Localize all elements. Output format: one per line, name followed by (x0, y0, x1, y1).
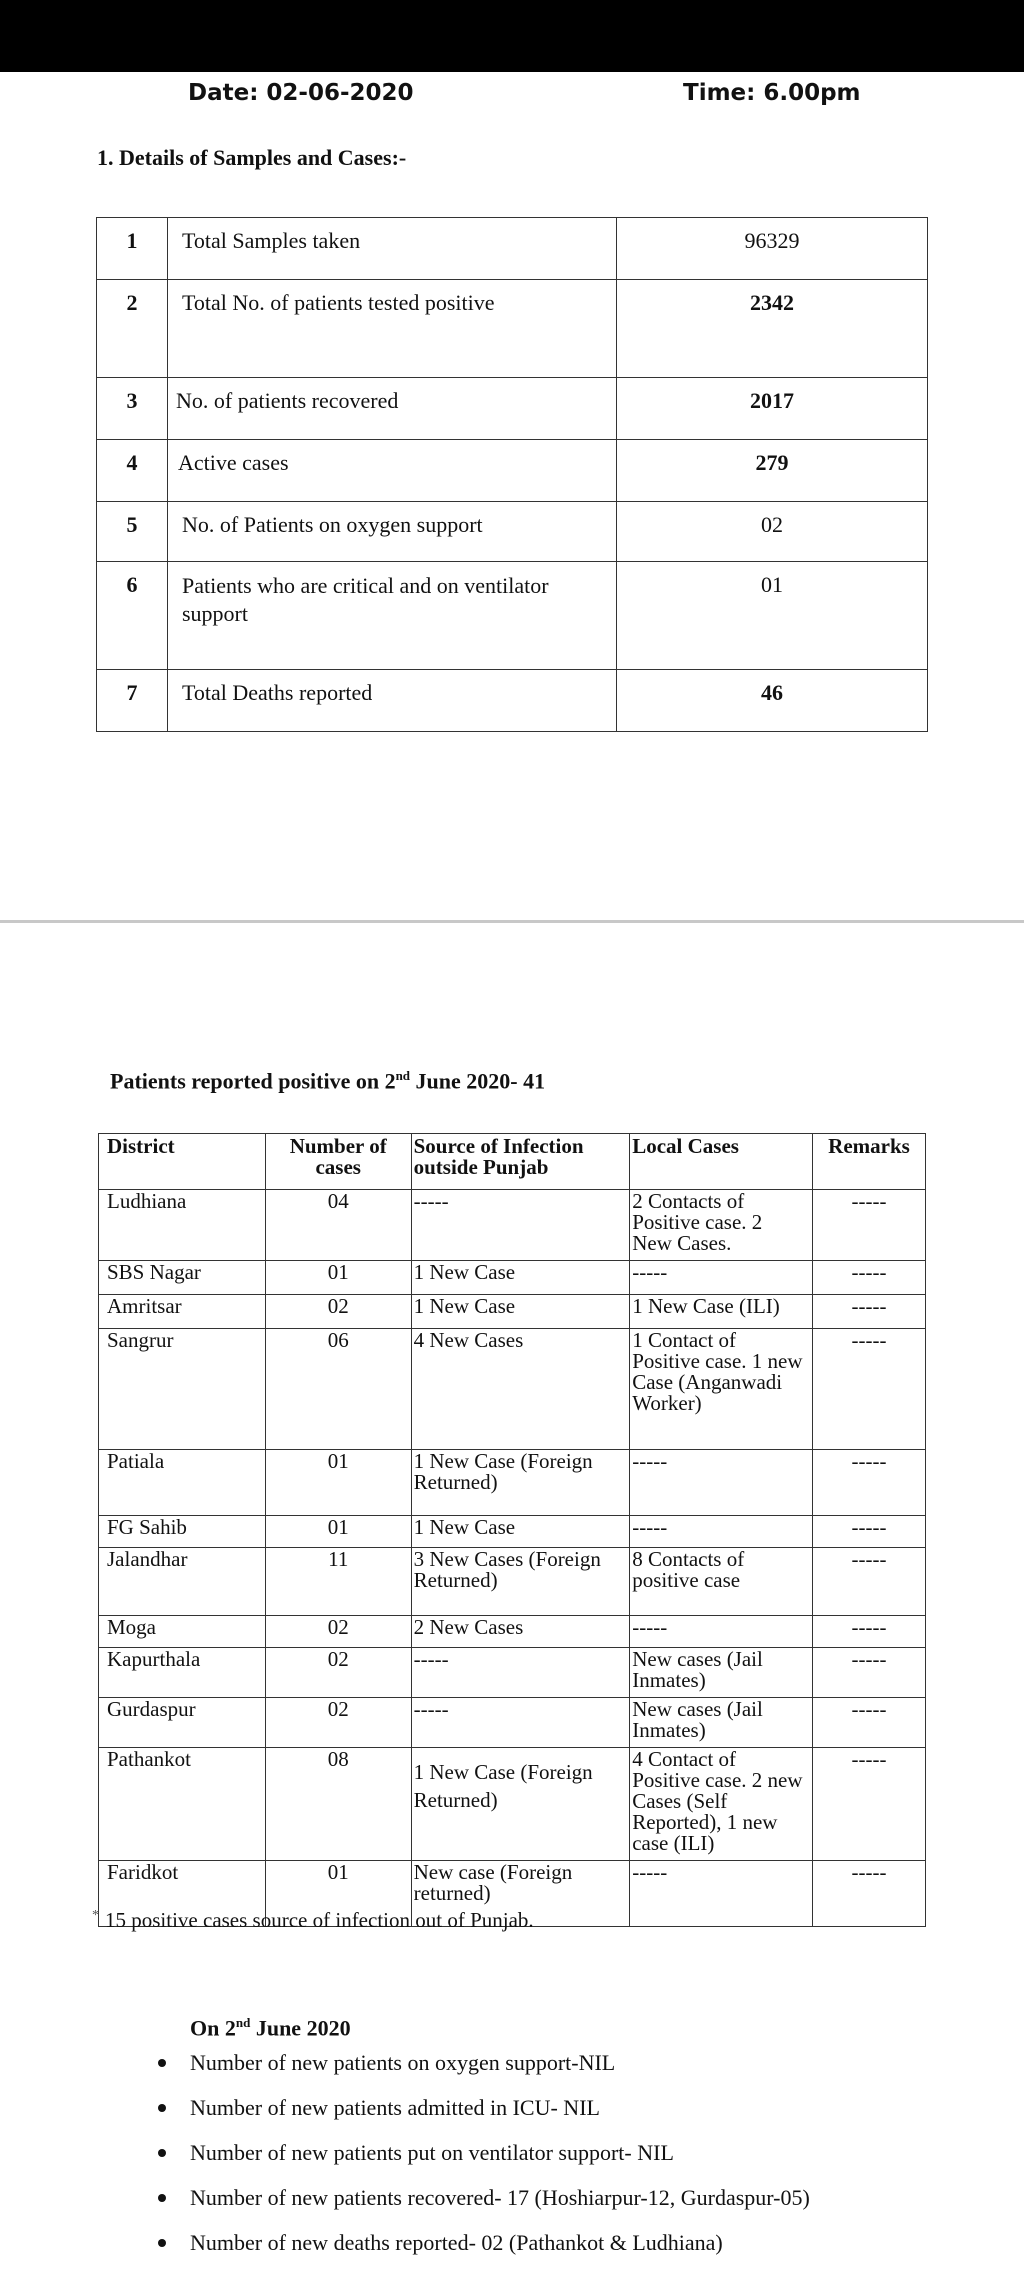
remarks-cell: ----- (813, 1516, 926, 1548)
remarks-cell: ----- (813, 1295, 926, 1329)
bullet-icon (158, 2239, 166, 2247)
column-header: Remarks (813, 1134, 926, 1190)
table-row (97, 218, 928, 280)
list-item (150, 2175, 810, 2220)
row-number: 2 (97, 280, 168, 378)
table-row (99, 1261, 926, 1295)
table-header-row (99, 1134, 926, 1190)
row-value: 46 (617, 670, 928, 732)
footnote (92, 1908, 534, 1933)
row-label: Active cases (168, 440, 617, 502)
cases-cell: 02 (265, 1295, 411, 1329)
local-cell: 8 Contacts of positive case (630, 1548, 813, 1616)
row-value: 01 (617, 562, 928, 670)
title-text: Patients reported positive on 2 (110, 1068, 396, 1094)
bullet-icon (158, 2104, 166, 2112)
table-row (97, 502, 928, 562)
column-header: Source of Infection outside Punjab (411, 1134, 630, 1190)
positive-cases-title (110, 1068, 545, 1094)
cases-cell: 08 (265, 1748, 411, 1861)
footnote-text: 15 positive cases source of infection out of Punjab. (105, 1908, 534, 1932)
table-row (97, 670, 928, 732)
list-item-text: Number of new deaths reported- 02 (Pathankot & Ludhiana) (190, 2230, 723, 2255)
district-cell: Kapurthala (99, 1648, 266, 1698)
list-item-text: Number of new patients admitted in ICU- NIL (190, 2095, 600, 2120)
row-number: 7 (97, 670, 168, 732)
remarks-cell: ----- (813, 1616, 926, 1648)
summary-title-text: On 2 (190, 2015, 236, 2041)
row-number: 3 (97, 378, 168, 440)
row-label: Patients who are critical and on ventilator support (168, 562, 617, 670)
table-row (97, 562, 928, 670)
bullet-icon (158, 2194, 166, 2202)
local-cell: 2 Contacts of Positive case. 2 New Cases. (630, 1190, 813, 1261)
table-row (99, 1698, 926, 1748)
table-row (97, 440, 928, 502)
source-cell: 4 New Cases (411, 1329, 630, 1450)
table-row (99, 1648, 926, 1698)
row-value: 279 (617, 440, 928, 502)
table-row (99, 1748, 926, 1861)
bullet-icon (158, 2149, 166, 2157)
table-row (99, 1329, 926, 1450)
cases-cell: 01 (265, 1861, 411, 1927)
table-row (99, 1616, 926, 1648)
cases-cell: 02 (265, 1616, 411, 1648)
remarks-cell: ----- (813, 1748, 926, 1861)
remarks-cell: ----- (813, 1861, 926, 1927)
list-item-text: Number of new patients recovered- 17 (Hoshiarpur-12, Gurdaspur-05) (190, 2185, 810, 2210)
district-cell: Pathankot (99, 1748, 266, 1861)
summary-title-end: June 2020 (250, 2015, 351, 2041)
source-cell: 2 New Cases (411, 1616, 630, 1648)
list-item (150, 2085, 810, 2130)
row-value: 2017 (617, 378, 928, 440)
cases-cell: 04 (265, 1190, 411, 1261)
source-cell: ----- (411, 1190, 630, 1261)
local-cell: 1 New Case (ILI) (630, 1295, 813, 1329)
column-header: District (99, 1134, 266, 1190)
summary-title (190, 2015, 351, 2041)
report-time: Time: 6.00pm (683, 80, 861, 106)
source-cell: 1 New Case (Foreign Returned) (411, 1748, 630, 1861)
remarks-cell: ----- (813, 1450, 926, 1516)
local-cell: ----- (630, 1616, 813, 1648)
column-header: Number of cases (265, 1134, 411, 1190)
row-label: Total No. of patients tested positive (168, 280, 617, 378)
cases-cell: 02 (265, 1648, 411, 1698)
remarks-cell: ----- (813, 1648, 926, 1698)
local-cell: 1 Contact of Positive case. 1 new Case (Anganwadi Worker) (630, 1329, 813, 1450)
source-cell: ----- (411, 1648, 630, 1698)
district-cell: Amritsar (99, 1295, 266, 1329)
top-black-bar (0, 0, 1024, 72)
cases-cell: 11 (265, 1548, 411, 1616)
source-cell: 1 New Case (411, 1261, 630, 1295)
district-cell: Jalandhar (99, 1548, 266, 1616)
list-item (150, 2040, 810, 2085)
samples-cases-table (96, 217, 928, 732)
remarks-cell: ----- (813, 1329, 926, 1450)
row-value: 2342 (617, 280, 928, 378)
district-cell: Ludhiana (99, 1190, 266, 1261)
row-label: Total Samples taken (168, 218, 617, 280)
local-cell: ----- (630, 1516, 813, 1548)
district-cell: Moga (99, 1616, 266, 1648)
cases-cell: 06 (265, 1329, 411, 1450)
row-label: Total Deaths reported (168, 670, 617, 732)
footnote-mark: * (92, 1908, 99, 1923)
local-cell: ----- (630, 1261, 813, 1295)
district-cell: FG Sahib (99, 1516, 266, 1548)
source-cell: 3 New Cases (Foreign Returned) (411, 1548, 630, 1616)
cases-cell: 01 (265, 1516, 411, 1548)
cases-cell: 01 (265, 1261, 411, 1295)
district-cell: SBS Nagar (99, 1261, 266, 1295)
table-row (99, 1516, 926, 1548)
district-cell: Sangrur (99, 1329, 266, 1450)
source-cell: 1 New Case (411, 1295, 630, 1329)
source-cell: 1 New Case (Foreign Returned) (411, 1450, 630, 1516)
page-divider (0, 920, 1024, 923)
table-row (99, 1548, 926, 1616)
title-sup: nd (395, 1068, 411, 1083)
remarks-cell: ----- (813, 1190, 926, 1261)
column-header: Local Cases (630, 1134, 813, 1190)
list-item (150, 2220, 810, 2265)
row-number: 6 (97, 562, 168, 670)
cases-cell: 02 (265, 1698, 411, 1748)
local-cell: 4 Contact of Positive case. 2 new Cases (Self Reported), 1 new case (ILI) (630, 1748, 813, 1861)
row-value: 96329 (617, 218, 928, 280)
section-title: 1. Details of Samples and Cases:- (97, 145, 407, 170)
row-label: No. of patients recovered (168, 378, 617, 440)
district-cell: Patiala (99, 1450, 266, 1516)
row-label: No. of Patients on oxygen support (168, 502, 617, 562)
table-row (99, 1190, 926, 1261)
summary-title-sup: nd (235, 2015, 251, 2030)
list-item-text: Number of new patients on oxygen support-NIL (190, 2050, 616, 2075)
list-item-text: Number of new patients put on ventilator support- NIL (190, 2140, 674, 2165)
row-number: 1 (97, 218, 168, 280)
list-item (150, 2130, 810, 2175)
remarks-cell: ----- (813, 1698, 926, 1748)
table-row (99, 1450, 926, 1516)
local-cell: ----- (630, 1450, 813, 1516)
source-cell: 1 New Case (411, 1516, 630, 1548)
district-cell: Faridkot (99, 1861, 266, 1927)
row-value: 02 (617, 502, 928, 562)
bullet-icon (158, 2059, 166, 2067)
table-row (99, 1295, 926, 1329)
row-number: 5 (97, 502, 168, 562)
source-cell: New case (Foreign returned) (411, 1861, 630, 1927)
local-cell: New cases (Jail Inmates) (630, 1648, 813, 1698)
report-date: Date: 02-06-2020 (188, 80, 414, 106)
cases-cell: 01 (265, 1450, 411, 1516)
row-number: 4 (97, 440, 168, 502)
remarks-cell: ----- (813, 1261, 926, 1295)
positive-cases-table (98, 1133, 926, 1927)
local-cell: ----- (630, 1861, 813, 1927)
source-cell: ----- (411, 1698, 630, 1748)
district-cell: Gurdaspur (99, 1698, 266, 1748)
table-row (97, 280, 928, 378)
title-text-end: June 2020- 41 (410, 1068, 546, 1094)
table-row (97, 378, 928, 440)
remarks-cell: ----- (813, 1548, 926, 1616)
local-cell: New cases (Jail Inmates) (630, 1698, 813, 1748)
summary-list (150, 2040, 810, 2265)
